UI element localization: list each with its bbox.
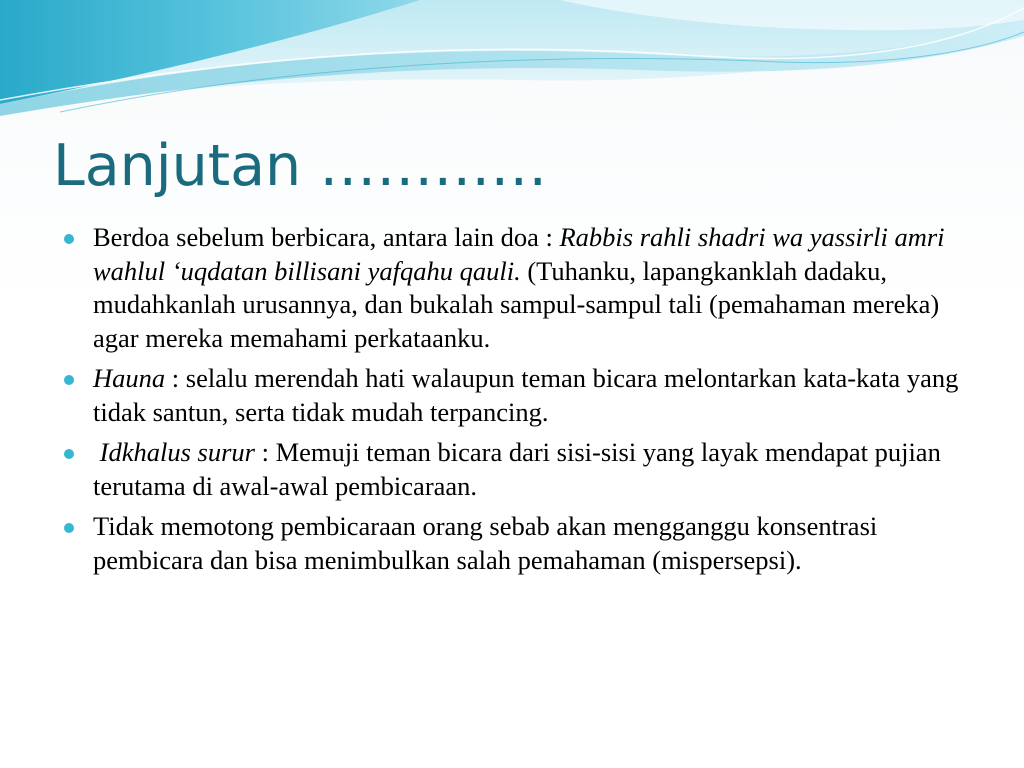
bullet-text: : selalu merendah hati walaupun teman bicara melontarkan kata-kata yang tidak santun, serta tidak mudah terpancing. bbox=[93, 363, 959, 427]
bullet-item bbox=[64, 221, 969, 355]
bullet-icon bbox=[64, 523, 74, 533]
bullet-italic-text: Rabbis rahli shadri wa yassirli amri wahlul ‘uqdatan billisani yafqahu qauli. bbox=[93, 222, 945, 286]
bullet-icon bbox=[64, 449, 74, 459]
bullet-term: Hauna bbox=[93, 363, 166, 393]
bullet-item bbox=[64, 362, 969, 429]
bullet-text: (Tuhanku, lapangkanklah dadaku, mudahkanlah urusannya, dan bukalah sampul-sampul tali (pemahaman mereka) agar mereka memahami perkataanku. bbox=[93, 255, 940, 353]
bullet-icon bbox=[64, 234, 74, 244]
bullet-text: : Memuji teman bicara dari sisi-sisi yang layak mendapat pujian terutama di awal-awal pembicaraan. bbox=[93, 437, 941, 501]
bullet-text: Berdoa sebelum berbicara, antara lain doa : bbox=[93, 222, 560, 252]
bullet-icon bbox=[64, 375, 74, 385]
bullet-item bbox=[64, 510, 969, 577]
bullet-list bbox=[64, 221, 969, 584]
bullet-term: Idkhalus surur bbox=[99, 437, 255, 467]
slide-title: Lanjutan ………… bbox=[53, 133, 548, 199]
decorative-wave-banner bbox=[0, 0, 1024, 130]
bullet-text: Tidak memotong pembicaraan orang sebab akan mengganggu konsentrasi pembicara dan bisa menimbulkan salah pemahaman (mispersepsi). bbox=[93, 511, 878, 575]
bullet-item bbox=[64, 436, 969, 503]
